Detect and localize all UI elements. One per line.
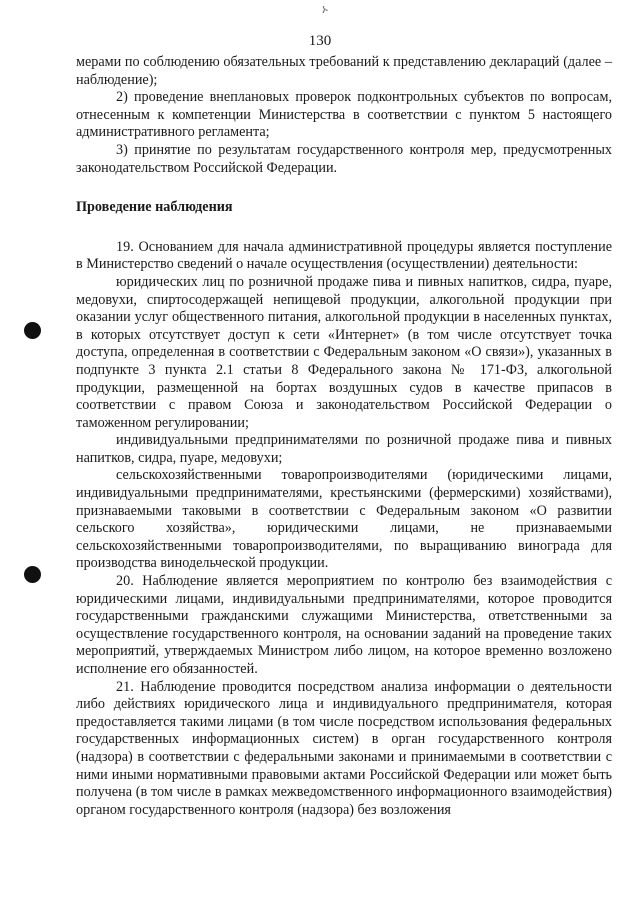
page-mark: ኑ xyxy=(322,2,328,16)
paragraph: юридических лиц по розничной продаже пива и пивных напитков, сидра, пуаре, медовухи, спиртосодержащей непищевой продукции, алкогольной продукции при оказании услуг общественного питания, алкогольной продукции в населенных пунктах, в которых отсутствует доступ к сети «Интернет» (в том числе отсутствует точка доступа, определенная в соответствии с Федеральным законом «О связи»), указанных в подпункте 3 пункта 2.1 статьи 8 Федерального закона № 171-ФЗ, алкогольной продукции, размещенной на бортах воздушных судов в качестве припасов в соответствии с правом Союза и законодательством Российской Федерации о таможенном регулировании; xyxy=(76,273,612,431)
punch-hole-icon xyxy=(24,566,41,583)
page-number: 130 xyxy=(308,33,332,49)
paragraph: 2) проведение внеплановых проверок подконтрольных субъектов по вопросам, отнесенным к компетенции Министерства в соответствии с пунктом 5 настоящего административного регламента; xyxy=(76,89,612,141)
paragraph: мерами по соблюдению обязательных требований к представлению деклараций (далее – наблюдение); xyxy=(76,54,612,88)
punch-hole-icon xyxy=(24,322,41,339)
paragraph: 20. Наблюдение является мероприятием по контролю без взаимодействия с юридическими лицами, индивидуальными предпринимателями, которое проводится государственными гражданскими служащими Министерства, ответственными за осуществление государственного контроля, на основании заданий на проведение таких мероприятий, утверждаемых Министром либо лицом, на которое временно возложено исполнение его обязанностей. xyxy=(76,573,612,677)
paragraph: сельскохозяйственными товаропроизводителями (юридическими лицами, индивидуальными предпринимателями, крестьянскими (фермерскими) хозяйствами), признаваемыми таковыми в соответствии с Федеральным законом «О развитии сельского хозяйства», юридическими лицами, не признаваемыми сельскохозяйственными товаропроизводителями, по выращиванию винограда для производства винодельческой продукции. xyxy=(76,467,612,572)
paragraph: 3) принятие по результатам государственного контроля мер, предусмотренных законодательством Российской Федерации. xyxy=(76,141,612,176)
paragraph: индивидуальными предпринимателями по розничной продаже пива и пивных напитков, сидра, пуаре, медовухи; xyxy=(76,432,612,466)
paragraph: 21. Наблюдение проводится посредством анализа информации о деятельности либо действиях юридического лица и индивидуального предпринимателя, которая предоставляется такими лицами (в том числе посредством использования федеральных государственных информационных систем) в орган государственного контроля (надзора) в соответствии с федеральными законами и принимаемыми в соответствии с ними иными нормативными правовыми актами Российской Федерации или может быть получена (в том числе в рамках межведомственного информационного взаимодействия) органом государственного контроля (надзора) без возложения xyxy=(76,678,612,818)
document-body xyxy=(76,54,612,819)
section-heading: Проведение наблюдения xyxy=(76,199,233,216)
paragraph: 19. Основанием для начала административной процедуры является поступление в Министерство сведений о начале осуществления (осуществлении) деятельности: xyxy=(76,238,612,273)
